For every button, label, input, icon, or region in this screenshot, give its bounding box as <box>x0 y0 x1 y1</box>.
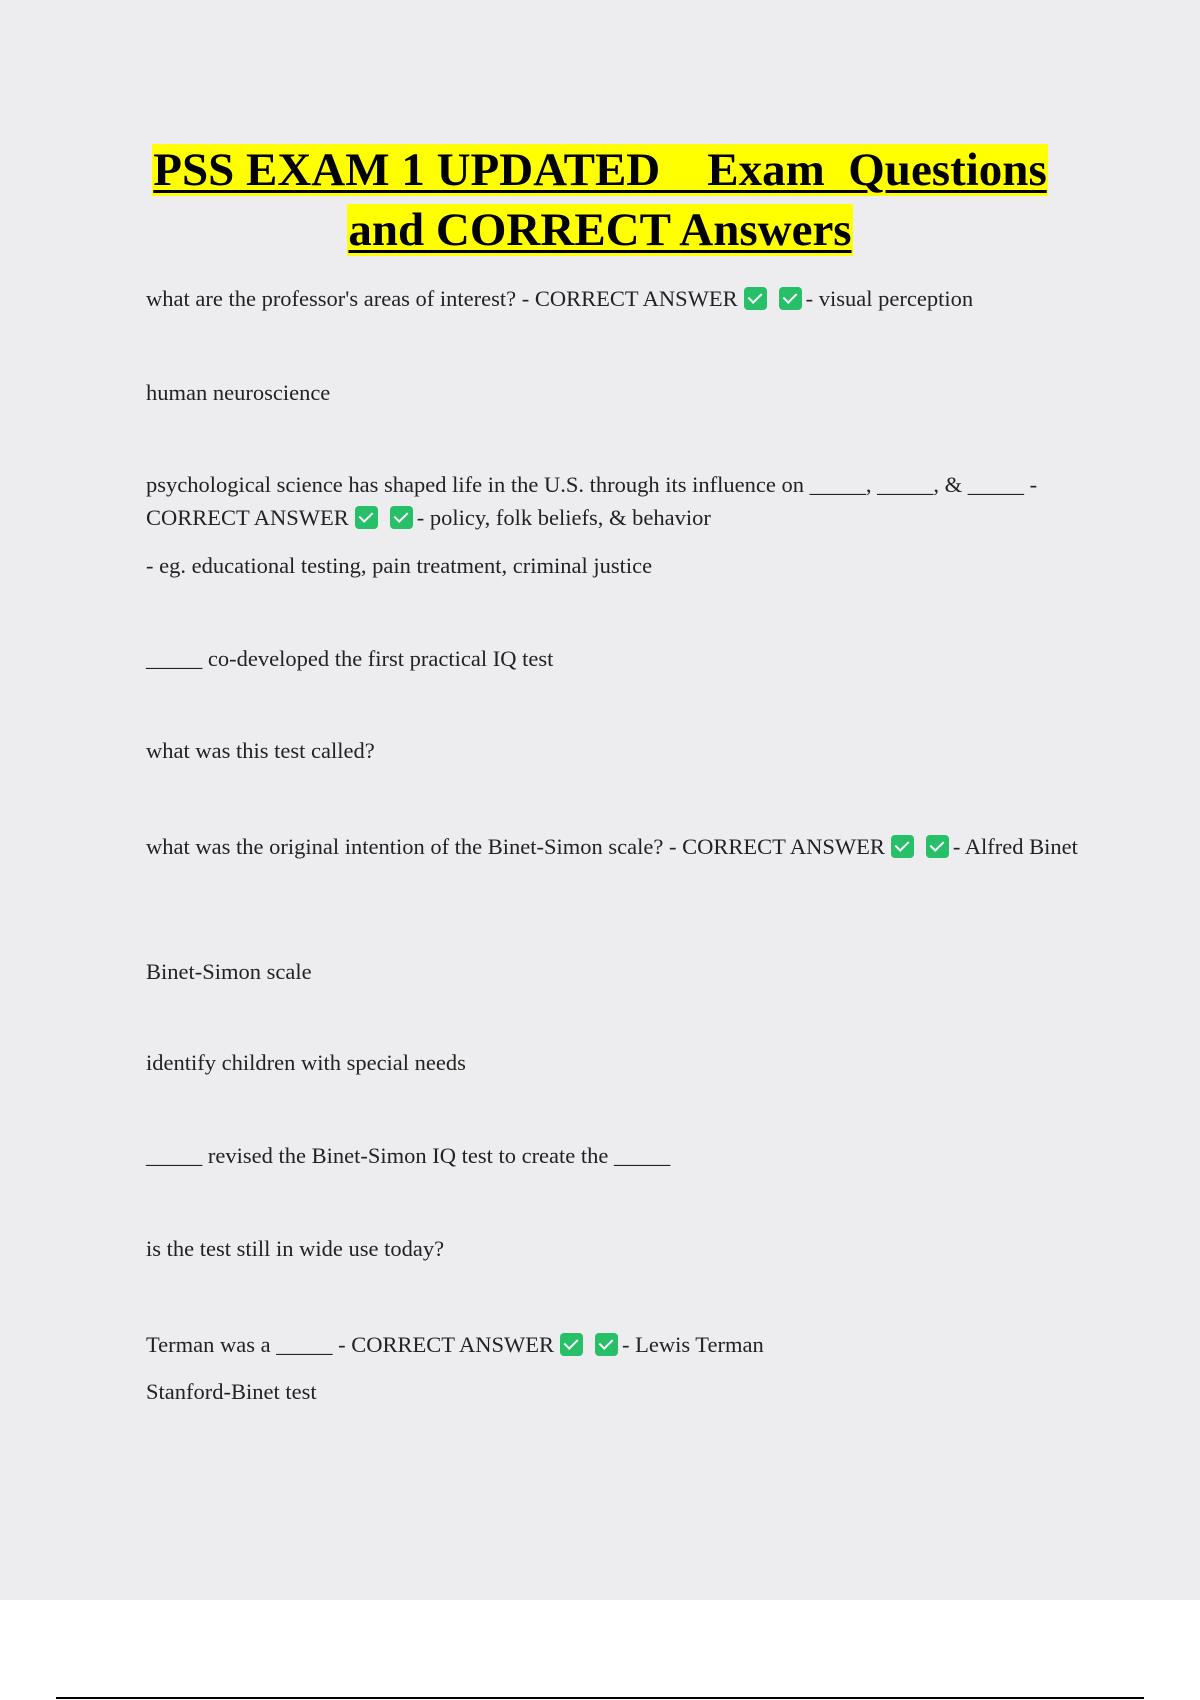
qa-item <box>146 830 1096 863</box>
answer-text: - Alfred Binet <box>952 834 1078 859</box>
document-title <box>0 140 1200 260</box>
text-line: human neuroscience <box>146 380 331 405</box>
qa-item <box>146 282 1096 315</box>
text-line: identify children with special needs <box>146 1050 466 1075</box>
answer-text: - policy, folk beliefs, & behavior <box>416 505 711 530</box>
question-text: what was the original intention of the Binet-Simon scale? - CORRECT ANSWER <box>146 834 885 859</box>
green-check-box-icon <box>744 287 767 310</box>
qa-item <box>146 468 1096 534</box>
qa-item <box>146 1328 1096 1361</box>
page-divider <box>56 1697 1144 1699</box>
green-check-box-icon <box>560 1333 583 1356</box>
text-line: _____ co-developed the first practical IQ test <box>146 646 554 671</box>
title-line-1: PSS EXAM 1 UPDATED Exam Questions <box>153 144 1047 196</box>
question-text: psychological science has shaped life in the U.S. through its influence on _____, _____, & _____ - CORRECT ANSWER <box>146 472 1038 530</box>
answer-text: - visual perception <box>805 286 974 311</box>
text-line: what was this test called? <box>146 738 375 763</box>
green-check-box-icon <box>891 835 914 858</box>
green-check-box-icon <box>595 1333 618 1356</box>
text-line: is the test still in wide use today? <box>146 1236 445 1261</box>
green-check-box-icon <box>390 506 413 529</box>
answer-text: - Lewis Terman <box>621 1332 764 1357</box>
text-line: Binet-Simon scale <box>146 959 312 984</box>
text-line: _____ revised the Binet-Simon IQ test to create the _____ <box>146 1143 671 1168</box>
text-line: Stanford-Binet test <box>146 1379 317 1404</box>
green-check-box-icon <box>779 287 802 310</box>
question-text: Terman was a _____ - CORRECT ANSWER <box>146 1332 554 1357</box>
text-line: - eg. educational testing, pain treatment, criminal justice <box>146 553 653 578</box>
question-text: what are the professor's areas of interest? - CORRECT ANSWER <box>146 286 738 311</box>
title-line-2: and CORRECT Answers <box>348 204 852 256</box>
green-check-box-icon <box>355 506 378 529</box>
green-check-box-icon <box>926 835 949 858</box>
